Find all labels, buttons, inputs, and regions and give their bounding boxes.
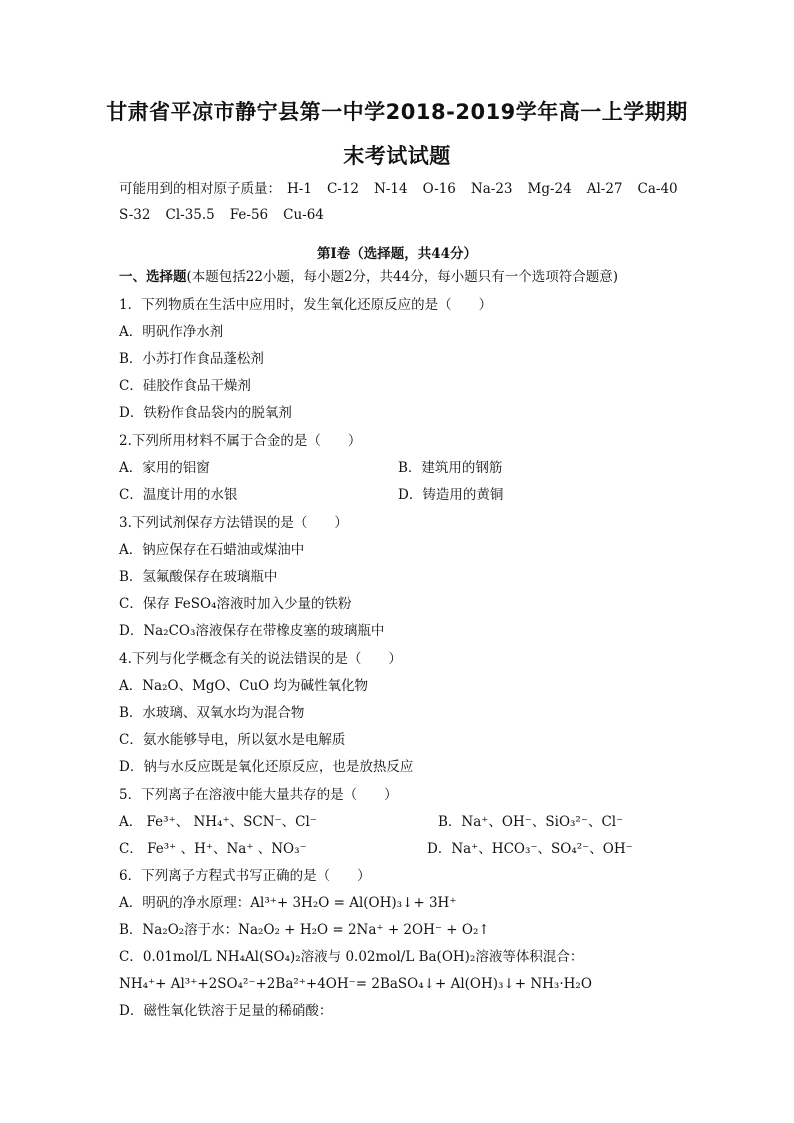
question-5-stem: 5．下列离子在溶液中能大量共存的是（ ） (119, 787, 398, 803)
q5-option-d: D．Na⁺、HCO₃⁻、SO₄²⁻、OH⁻ (427, 841, 633, 857)
part-heading (119, 268, 618, 286)
mass-item: O-16 (422, 181, 456, 197)
q2-option-d: D．铸造用的黄铜 (398, 487, 504, 503)
question-1-stem: 1．下列物质在生活中应用时，发生氧化还原反应的是（ ） (119, 297, 493, 313)
q4-option-b: B．水玻璃、双氧水均为混合物 (119, 705, 305, 721)
atomic-masses-label: 可能用到的相对原子质量： (119, 181, 281, 197)
mass-item: Cu-64 (283, 207, 324, 223)
q6-option-d: D．磁性氧化铁溶于足量的稀硝酸： (119, 1003, 333, 1019)
q3-option-d: D．Na₂CO₃溶液保存在带橡皮塞的玻璃瓶中 (119, 623, 385, 639)
mass-item: Mg-24 (527, 181, 572, 197)
section-title: 第Ⅰ卷（选择题，共44分） (316, 246, 478, 262)
q5-option-b: B．Na⁺、OH⁻、SiO₃²⁻、Cl⁻ (438, 814, 624, 830)
atomic-masses-row2 (119, 206, 675, 224)
q2-option-b: B．建筑用的钢筋 (398, 460, 503, 476)
q4-option-d: D．钠与水反应既是氧化还原反应，也是放热反应 (119, 759, 414, 775)
q1-option-b: B．小苏打作食品蓬松剂 (119, 351, 264, 367)
mass-item: Fe-56 (229, 207, 269, 223)
exam-title-line1: 甘肃省平凉市静宁县第一中学2018-2019学年高一上学期期 (106, 100, 688, 124)
mass-item: C-12 (326, 181, 360, 197)
q2-option-c: C．温度计用的水银 (119, 487, 238, 503)
exam-title-line2: 末考试试题 (343, 144, 451, 168)
q3-option-b: B．氢氟酸保存在玻璃瓶中 (119, 569, 278, 585)
mass-item: S-32 (119, 207, 151, 223)
part-heading-bold: 一、选择题 (119, 269, 187, 285)
q5-option-c: C． Fe³⁺ 、H⁺、Na⁺ 、NO₃⁻ (119, 841, 307, 857)
q3-option-a: A．钠应保存在石蜡油或煤油中 (119, 542, 305, 558)
question-2-stem: 2.下列所用材料不属于合金的是（ ） (119, 433, 362, 449)
q3-option-c: C．保存 FeSO₄溶液时加入少量的铁粉 (119, 596, 352, 612)
question-3-stem: 3.下列试剂保存方法错误的是（ ） (119, 515, 348, 531)
q6-option-a: A．明矾的净水原理：Al³⁺+ 3H₂O = Al(OH)₃↓+ 3H⁺ (119, 895, 457, 911)
q2-option-a: A．家用的铝窗 (119, 460, 210, 476)
q1-option-a: A．明矾作净水剂 (119, 324, 224, 340)
mass-item: Na-23 (470, 181, 513, 197)
part-heading-rest: (本题包括22小题，每小题2分，共44分，每小题只有一个选项符合题意) (186, 269, 618, 285)
q6-option-c: C．0.01mol/L NH₄Al(SO₄)₂溶液与 0.02mol/L Ba(OH)₂溶液等体积混合： (119, 949, 584, 965)
question-6-stem: 6．下列离子方程式书写正确的是（ ） (119, 868, 371, 884)
q6-option-b: B．Na₂O₂溶于水：Na₂O₂ + H₂O = 2Na⁺ + 2OH⁻ + O₂↑ (119, 922, 490, 938)
question-4-stem: 4.下列与化学概念有关的说法错误的是（ ） (119, 651, 402, 667)
mass-item: Al-27 (586, 181, 623, 197)
q6-option-c-equation: NH₄⁺+ Al³⁺+2SO₄²⁻+2Ba²⁺+4OH⁻= 2BaSO₄↓+ Al(OH)₃↓+ NH₃·H₂O (119, 976, 592, 992)
q5-option-a: A． Fe³⁺、 NH₄⁺、SCN⁻、Cl⁻ (119, 814, 317, 830)
q4-option-a: A．Na₂O、MgO、CuO 均为碱性氧化物 (119, 678, 369, 694)
atomic-masses-row1 (119, 180, 678, 198)
q1-option-d: D．铁粉作食品袋内的脱氧剂 (119, 405, 292, 421)
mass-item: N-14 (374, 181, 408, 197)
mass-item: Cl-35.5 (165, 207, 215, 223)
mass-item: H-1 (287, 181, 312, 197)
q1-option-c: C．硅胶作食品干燥剂 (119, 378, 251, 394)
mass-item: Ca-40 (637, 181, 678, 197)
q4-option-c: C．氨水能够导电，所以氨水是电解质 (119, 732, 346, 748)
